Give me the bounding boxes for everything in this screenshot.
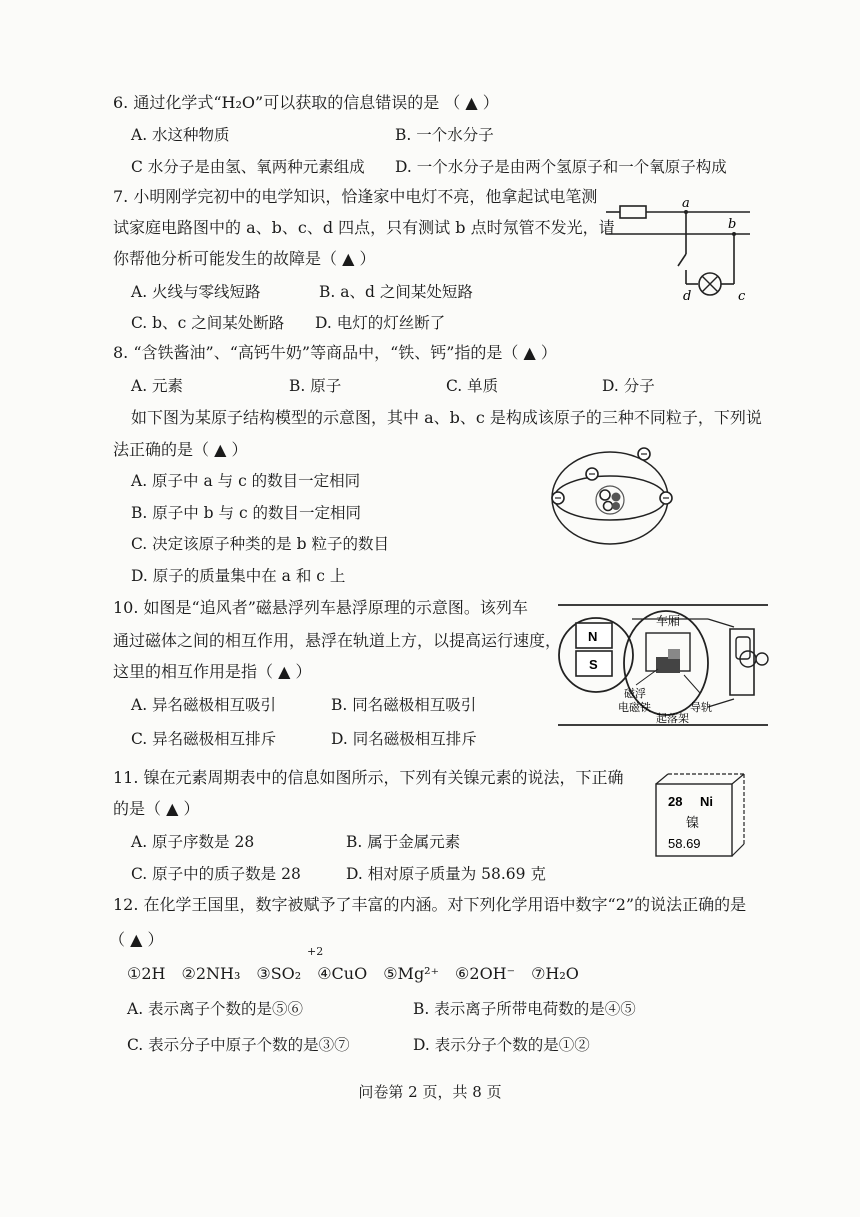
- label-rail: 导轨: [690, 701, 712, 714]
- q10-line-2: 通过磁体之间的相互作用，悬浮在轨道上方，以提高运行速度，: [113, 631, 562, 650]
- element-number: 28: [668, 794, 683, 809]
- q11-option-c: C. 原子中的质子数是 28: [131, 865, 301, 883]
- q9-line-2: 法正确的是（ ▲ ）: [113, 440, 248, 459]
- q10-option-a: A. 异名磁极相互吸引: [131, 696, 277, 714]
- circuit-label-d: d: [683, 289, 692, 304]
- page-footer: 问卷第 2 页，共 8 页: [358, 1083, 502, 1101]
- cuo-valence-superscript: +2: [307, 945, 324, 958]
- q11-option-b: B. 属于金属元素: [346, 833, 461, 851]
- label-car: 车厢: [656, 614, 681, 628]
- q9-option-c: C. 决定该原子种类的是 b 粒子的数目: [131, 535, 389, 553]
- q7-line-3: 你帮他分析可能发生的故障是（ ▲ ）: [113, 249, 376, 268]
- label-magnet-1: 磁浮: [624, 687, 646, 700]
- circuit-label-a: a: [682, 196, 690, 211]
- q10-line-1: 10. 如图是“追风者”磁悬浮列车悬浮原理的示意图。该列车: [113, 598, 528, 617]
- q11-line-1: 11. 镍在元素周期表中的信息如图所示，下列有关镍元素的说法，下正确: [113, 768, 624, 787]
- q6-option-b: B. 一个水分子: [395, 126, 494, 144]
- q12-option-d: D. 表示分子个数的是①②: [413, 1036, 590, 1054]
- q7-option-d: D. 电灯的灯丝断了: [315, 314, 446, 332]
- q9-option-b: B. 原子中 b 与 c 的数目一定相同: [131, 504, 362, 522]
- q10-line-3: 这里的相互作用是指（ ▲ ）: [113, 662, 312, 681]
- q6-option-a: A. 水这种物质: [131, 126, 230, 144]
- q7-option-b: B. a、d 之间某处短路: [319, 283, 473, 301]
- magnet-pole-n: N: [588, 629, 598, 644]
- q8-option-d: D. 分子: [602, 377, 655, 395]
- q8-option-b: B. 原子: [289, 377, 342, 395]
- q8-stem: 8. “含铁酱油”、“高钙牛奶”等商品中，“铁、钙”指的是（ ▲ ）: [113, 343, 557, 362]
- label-frame: 起落架: [656, 712, 689, 725]
- q12-line-2: （ ▲ ）: [109, 930, 164, 949]
- circuit-label-b: b: [728, 217, 737, 232]
- q7-option-a: A. 火线与零线短路: [131, 283, 261, 301]
- q11-option-d: D. 相对原子质量为 58.69 克: [346, 865, 546, 883]
- q12-line-1: 12. 在化学王国里，数字被赋予了丰富的内涵。对下列化学用语中数字“2”的说法正确的是: [113, 895, 747, 914]
- q8-option-c: C. 单质: [446, 377, 499, 395]
- q7-option-c: C. b、c 之间某处断路: [131, 314, 285, 332]
- q7-line-2: 试家庭电路图中的 a、b、c、d 四点，只有测试 b 点时氖管不发光，请: [113, 218, 615, 237]
- q12-option-b: B. 表示离子所带电荷数的是④⑤: [413, 1000, 636, 1018]
- circuit-diagram: [600, 196, 760, 306]
- element-mass: 58.69: [668, 836, 701, 851]
- maglev-diagram: [558, 603, 770, 729]
- q10-option-d: D. 同名磁极相互排斥: [331, 730, 477, 748]
- q12-formulas: ①2H ②2NH₃ ③SO₂ ④CuO ⑤Mg²⁺ ⑥2OH⁻ ⑦H₂O: [127, 964, 579, 983]
- q9-option-a: A. 原子中 a 与 c 的数目一定相同: [131, 472, 361, 490]
- atom-model-diagram: [548, 438, 688, 550]
- nickel-element-cell: [650, 770, 750, 860]
- q11-line-2: 的是（ ▲ ）: [113, 799, 200, 818]
- q6-stem: 6. 通过化学式“H₂O”可以获取的信息错误的是 （ ▲ ）: [113, 93, 499, 112]
- element-name: 镍: [686, 816, 700, 831]
- q12-option-c: C. 表示分子中原子个数的是③⑦: [127, 1036, 350, 1054]
- q6-option-c: C 水分子是由氢、氧两种元素组成: [131, 158, 365, 176]
- q9-option-d: D. 原子的质量集中在 a 和 c 上: [131, 567, 346, 585]
- label-magnet-2: 电磁铁: [618, 701, 651, 714]
- q7-line-1: 7. 小明刚学完初中的电学知识，恰逢家中电灯不亮，他拿起试电笔测: [113, 187, 598, 206]
- element-symbol: Ni: [700, 794, 713, 809]
- q11-option-a: A. 原子序数是 28: [131, 833, 255, 851]
- q6-option-d: D. 一个水分子是由两个氢原子和一个氧原子构成: [395, 158, 727, 176]
- circuit-label-c: c: [738, 289, 746, 304]
- q12-option-a: A. 表示离子个数的是⑤⑥: [127, 1000, 304, 1018]
- magnet-pole-s: S: [589, 657, 598, 672]
- q10-option-c: C. 异名磁极相互排斥: [131, 730, 277, 748]
- q8-option-a: A. 元素: [131, 377, 184, 395]
- q10-option-b: B. 同名磁极相互吸引: [331, 696, 477, 714]
- q9-line-1: 如下图为某原子结构模型的示意图，其中 a、b、c 是构成该原子的三种不同粒子，下列说: [131, 408, 762, 427]
